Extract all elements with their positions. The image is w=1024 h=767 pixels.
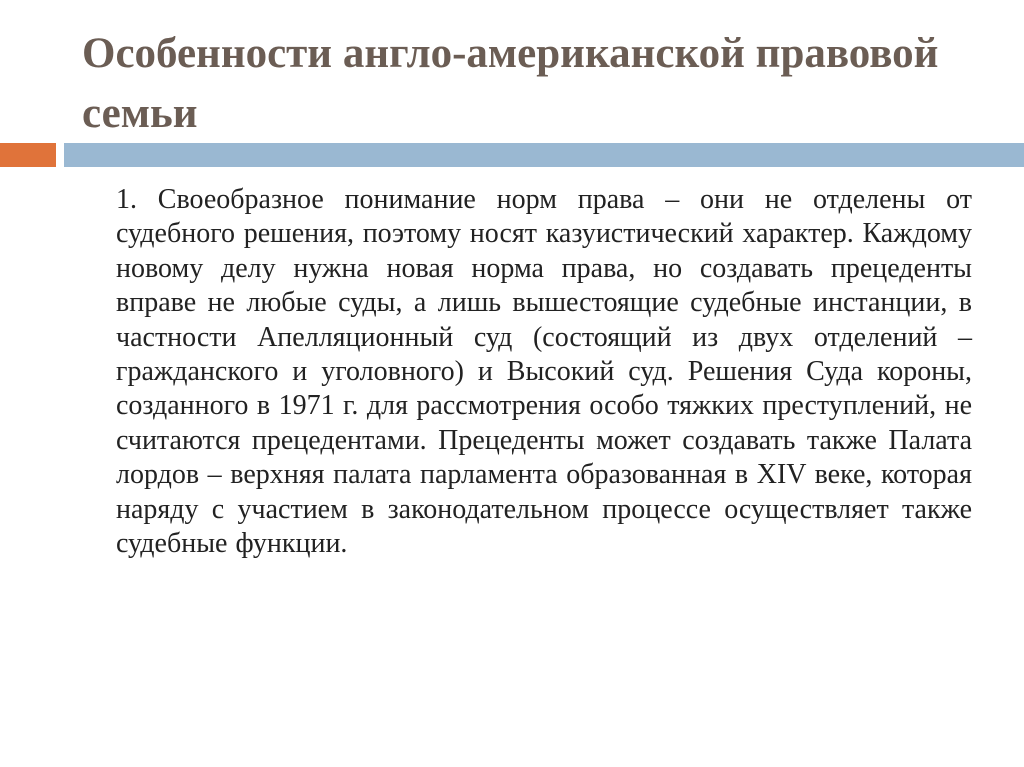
title-accent-bar — [0, 143, 56, 167]
slide-body-text: 1. Своеобразное понимание норм права – они не отделены от судебного решения, поэтому носят казуистический характер. Каждому новому делу нужна новая норма права, но создавать прецеденты вправе не любые суды, а лишь вышестоящие судебные инстанции, в частности Апелляционный суд (состоящий из двух отделений – гражданского и уголовного) и Высокий суд. Решения Суда короны, созданного в 1971 г. для рассмотрения особо тяжких преступлений, не считаются прецедентами. Прецеденты может создавать также Палата лордов – верхняя палата парламента образованная в XIV веке, которая наряду с участием в законодательном процессе осуществляет также судебные функции. — [116, 184, 972, 560]
slide-title: Особенности англо-американской правовой семьи — [82, 30, 939, 137]
title-divider-bar — [64, 143, 1024, 167]
